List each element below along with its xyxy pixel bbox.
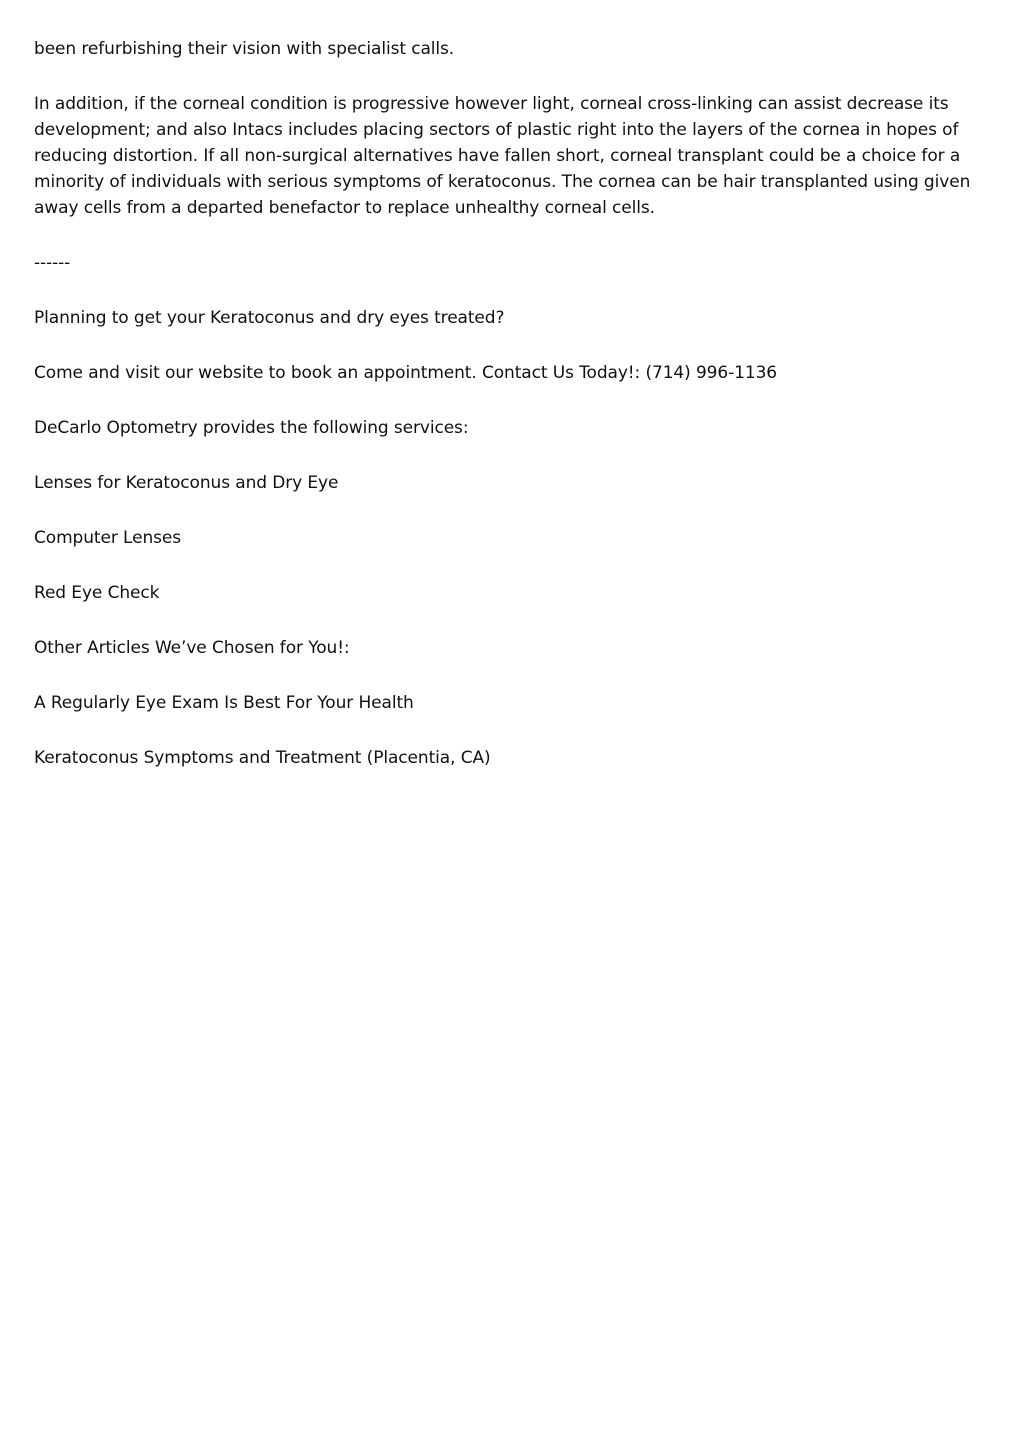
service-item: Red Eye Check xyxy=(34,583,160,603)
section-divider: ------ xyxy=(34,253,71,273)
services-heading: DeCarlo Optometry provides the following services: xyxy=(34,418,469,438)
service-item: Computer Lenses xyxy=(34,528,181,548)
articles-heading: Other Articles We’ve Chosen for You!: xyxy=(34,638,350,658)
service-item: Lenses for Keratoconus and Dry Eye xyxy=(34,473,339,493)
cta-question: Planning to get your Keratoconus and dry eyes treated? xyxy=(34,308,505,328)
article-item: A Regularly Eye Exam Is Best For Your Health xyxy=(34,693,414,713)
cta-contact: Come and visit our website to book an appointment. Contact Us Today!: (714) 996-1136 xyxy=(34,363,778,383)
paragraph-treatment: In addition, if the corneal condition is progressive however light, corneal cross-linking can assist decrease its development; and also Intacs includes placing sectors of plastic right into the layers of the cornea in hopes of reducing distortion. If all non-surgical alternatives have fallen short, corneal transplant could be a choice for a minority of individuals with serious symptoms of keratoconus. The cornea can be hair transplanted using given away cells from a departed benefactor to replace unhealthy corneal cells. xyxy=(34,94,971,218)
paragraph-intro-tail: been refurbishing their vision with specialist calls. xyxy=(34,39,455,59)
document-body xyxy=(34,36,974,800)
article-item: Keratoconus Symptoms and Treatment (Placentia, CA) xyxy=(34,748,491,768)
